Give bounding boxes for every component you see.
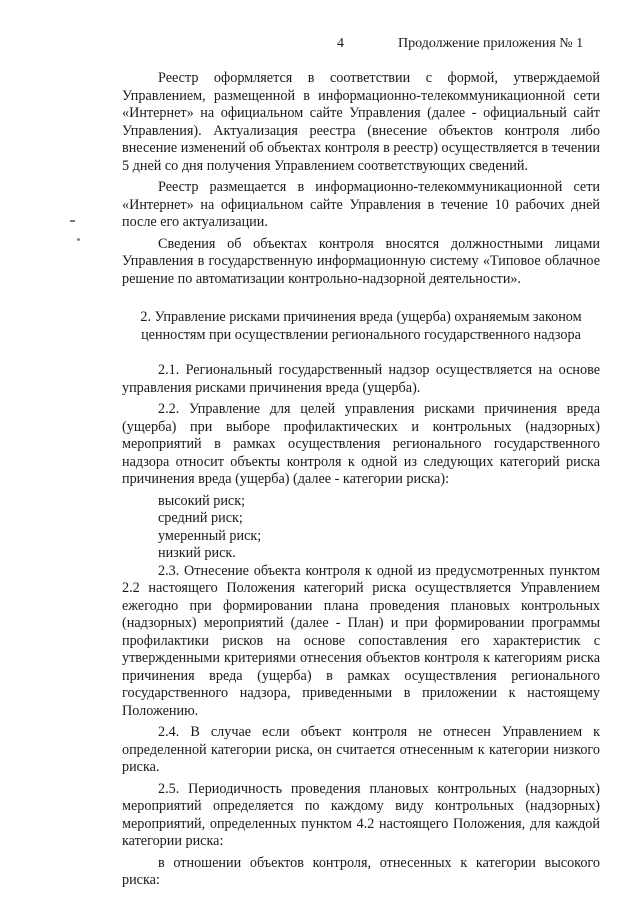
paragraph-2-2: 2.2. Управление для целей управления рисками причинения вреда (ущерба) при выборе профилактических и контрольных (надзорных) мероприятий в рамках осуществления регионального государственного надзора относит объекты контроля к одной из следующих категорий риска причинения вреда (ущерба) (далее - категории риска): xyxy=(122,401,600,487)
paragraph-registry-publish: Реестр размещается в информационно-телекоммуникационной сети «Интернет» на официальном сайте Управления в течение 10 рабочих дней после его актуализации. xyxy=(122,179,600,230)
paragraph-2-4: 2.4. В случае если объект контроля не отнесен Управлением к определенной категории риска, он считается отнесенным к категории низкого риска. xyxy=(122,724,600,775)
risk-item-moderate: умеренный риск; xyxy=(158,527,262,544)
section-title: 2. Управление рисками причинения вреда (ущерба) охраняемым законом ценностям при осуществлении регионального государственного надзора xyxy=(140,309,582,343)
document-body xyxy=(122,70,600,894)
risk-item-high: высокий риск; xyxy=(158,492,246,509)
margin-dot xyxy=(77,238,80,241)
margin-mark xyxy=(70,220,75,222)
page-header xyxy=(0,36,640,56)
paragraph-high-risk: в отношении объектов контроля, отнесенных к категории высокого риска: xyxy=(122,854,600,888)
risk-item-medium: средний риск; xyxy=(158,510,243,526)
paragraph-registry-form: Реестр оформляется в соответствии с формой, утверждаемой Управлением, размещенной в информационно-телекоммуникационной сети «Интернет» на официальном сайте Управления (далее - официальный сайт Управления). Актуализация реестра (внесение объектов контроля либо внесение изменений об объектах контроля в реестр) осуществляется в течении 5 дней со дня получения Управлением соответствующих сведений. xyxy=(122,70,600,174)
paragraph-2-1: 2.1. Региональный государственный надзор осуществляется на основе управления рисками причинения вреда (ущерба). xyxy=(122,362,600,396)
appendix-label: Продолжение приложения № 1 xyxy=(398,36,584,51)
paragraph-2-3: 2.3. Отнесение объекта контроля к одной из предусмотренных пунктом 2.2 настоящего Положения категорий риска осуществляется Управлением ежегодно при формировании плана проведения плановых контрольных (надзорных) мероприятий (далее - План) и при формировании программы профилактики рисков на основе сопоставления его характеристик с утвержденными критериями отнесения объектов контроля к категориям риска причинения вреда (ущерба) в рамках осуществления регионального государственного надзора, приведенными в приложении к настоящему Положению. xyxy=(122,562,600,719)
paragraph-2-5: 2.5. Периодичность проведения плановых контрольных (надзорных) мероприятий определяется по каждому виду контрольных (надзорных) мероприятий, определенных пунктом 4.2 настоящего Положения, для каждой категории риска: xyxy=(122,780,600,849)
page-number: 4 xyxy=(337,36,344,51)
risk-item-low: низкий риск. xyxy=(158,545,236,561)
paragraph-registry-info: Сведения об объектах контроля вносятся должностными лицами Управления в государственную информационную систему «Типовое облачное решение по автоматизации контрольно-надзорной деятельности». xyxy=(122,235,600,287)
